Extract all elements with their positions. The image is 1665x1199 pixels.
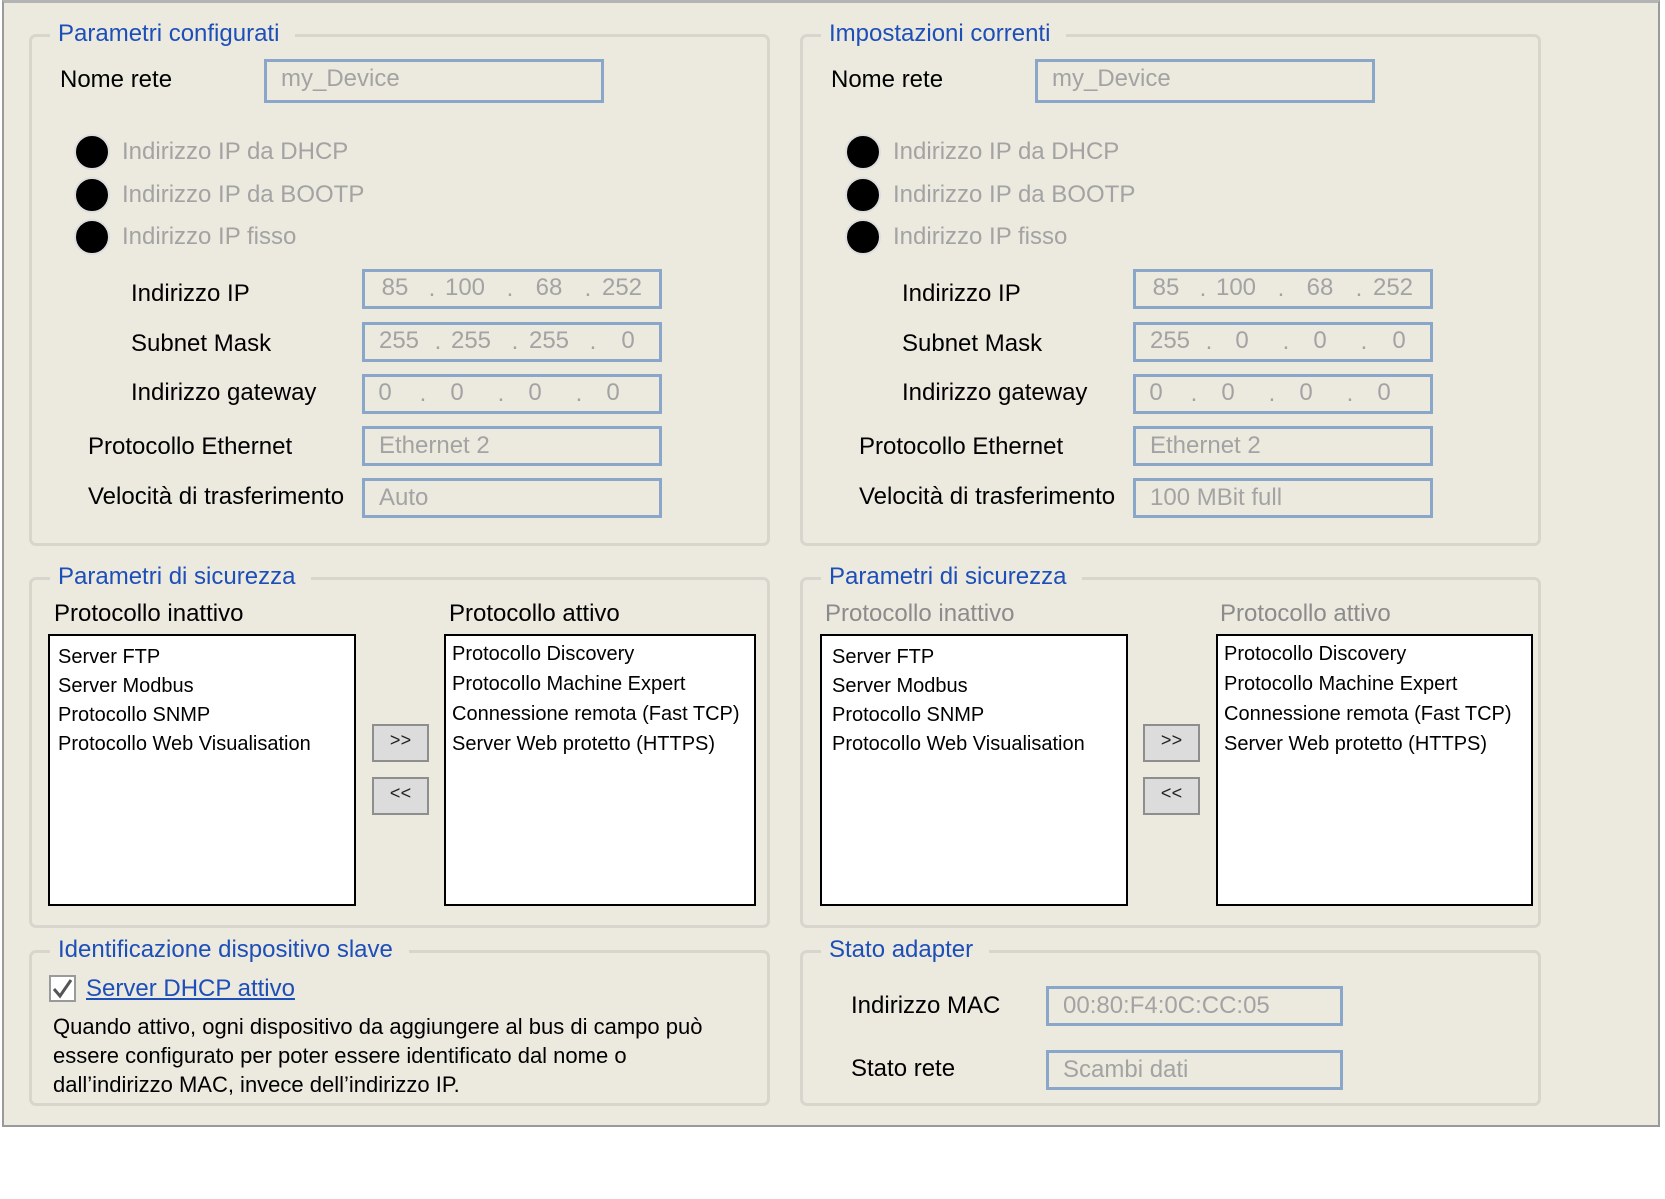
dhcp-server-checkbox[interactable] (49, 975, 76, 1002)
ethernet-protocol-select[interactable]: Ethernet 2 (362, 426, 662, 466)
ip-octet-4: 252 (601, 274, 643, 301)
dot-separator: . (434, 328, 442, 355)
gateway-label: Indirizzo gateway (131, 379, 317, 406)
dot-separator: . (1205, 328, 1213, 355)
inactive-protocol-list (820, 634, 1128, 906)
subnet-octet-2: 0 (1235, 327, 1249, 354)
slave-identification-group (29, 936, 770, 1106)
dot-separator: . (584, 275, 592, 302)
list-item[interactable]: Server FTP (58, 646, 161, 668)
ethernet-protocol-value: Ethernet 2 (1133, 426, 1433, 466)
ip-dhcp-radio (845, 134, 881, 170)
dot-separator: . (1277, 275, 1285, 302)
dot-separator: . (589, 328, 597, 355)
dot-separator: . (419, 380, 427, 407)
gateway-octet-2: 0 (1221, 379, 1235, 406)
subnet-octet-4: 0 (621, 327, 635, 354)
gateway-octet-4: 0 (1377, 379, 1391, 406)
description-line: dall’indirizzo MAC, invece dell’indirizzo IP. (53, 1072, 460, 1097)
subnet-octet-2: 255 (450, 327, 492, 354)
list-item[interactable]: Server Modbus (58, 675, 194, 697)
list-item: Server Modbus (832, 675, 968, 697)
network-state-value: Scambi dati (1046, 1050, 1343, 1090)
dhcp-server-description (53, 1012, 702, 1099)
move-to-active-button[interactable]: >> (372, 724, 429, 762)
subnet-octet-3: 255 (528, 327, 570, 354)
gateway-octet-2: 0 (450, 379, 464, 406)
group-title: Stato adapter (821, 930, 989, 970)
dot-separator: . (511, 328, 519, 355)
group-title: Impostazioni correnti (821, 14, 1066, 54)
group-title: Parametri di sicurezza (821, 557, 1082, 597)
ip-octet-3: 68 (535, 274, 563, 301)
ip-octet-3: 68 (1306, 274, 1334, 301)
gateway-octet-3: 0 (528, 379, 542, 406)
list-item[interactable]: Protocollo Machine Expert (452, 673, 686, 695)
ethernet-protocol-label: Protocollo Ethernet (859, 433, 1064, 460)
ip-dhcp-label: Indirizzo IP da DHCP (122, 138, 349, 165)
ip-dhcp-label: Indirizzo IP da DHCP (893, 138, 1120, 165)
move-to-active-button: >> (1143, 724, 1200, 762)
active-protocol-label: Protocollo attivo (1220, 600, 1391, 627)
description-line: essere configurato per poter essere identificato dal nome o (53, 1043, 627, 1068)
gateway-field[interactable] (362, 374, 662, 414)
ip-address-label: Indirizzo IP (902, 280, 1021, 307)
gateway-octet-3: 0 (1299, 379, 1313, 406)
ip-fixed-label: Indirizzo IP fisso (122, 223, 297, 250)
dot-separator: . (428, 275, 436, 302)
list-item: Protocollo Web Visualisation (832, 733, 1085, 755)
network-name-field: my_Device (1035, 59, 1375, 103)
active-protocol-list (1216, 634, 1533, 906)
dot-separator: . (1360, 328, 1368, 355)
subnet-mask-label: Subnet Mask (131, 330, 272, 357)
security-parameters-group-configured (29, 563, 770, 928)
list-item[interactable]: Protocollo Discovery (452, 643, 635, 665)
ip-bootp-radio[interactable] (74, 177, 110, 213)
subnet-octet-3: 0 (1313, 327, 1327, 354)
ip-octet-1: 85 (1152, 274, 1180, 301)
dot-separator: . (1190, 380, 1198, 407)
network-name-field[interactable]: my_Device (264, 59, 604, 103)
transfer-speed-select[interactable]: Auto (362, 478, 662, 518)
security-parameters-group-current (800, 563, 1541, 928)
dot-separator: . (1355, 275, 1363, 302)
list-item: Protocollo Machine Expert (1224, 673, 1458, 695)
network-name-label: Nome rete (60, 66, 173, 93)
network-state-label: Stato rete (851, 1055, 956, 1082)
description-line: Quando attivo, ogni dispositivo da aggiungere al bus di campo può (53, 1014, 703, 1039)
dot-separator: . (1282, 328, 1290, 355)
list-item: Server FTP (832, 646, 935, 668)
move-to-inactive-button: << (1143, 777, 1200, 815)
list-item: Protocollo Discovery (1224, 643, 1407, 665)
list-item: Protocollo SNMP (832, 704, 985, 726)
group-title: Parametri configurati (50, 14, 295, 54)
inactive-protocol-label: Protocollo inattivo (54, 600, 244, 627)
subnet-mask-field[interactable] (362, 322, 662, 362)
gateway-octet-4: 0 (606, 379, 620, 406)
ethernet-protocol-label: Protocollo Ethernet (88, 433, 293, 460)
ip-octet-4: 252 (1372, 274, 1414, 301)
ip-octet-2: 100 (1215, 274, 1257, 301)
list-item[interactable]: Protocollo SNMP (58, 704, 211, 726)
ip-fixed-label: Indirizzo IP fisso (893, 223, 1068, 250)
ip-dhcp-radio[interactable] (74, 134, 110, 170)
mac-address-label: Indirizzo MAC (851, 992, 1001, 1019)
gateway-field (1133, 374, 1433, 414)
move-to-inactive-button[interactable]: << (372, 777, 429, 815)
ip-fixed-radio (845, 219, 881, 255)
ethernet-configuration-window (2, 0, 1660, 1127)
dot-separator: . (1268, 380, 1276, 407)
group-title: Identificazione dispositivo slave (50, 930, 409, 970)
inactive-protocol-label: Protocollo inattivo (825, 600, 1015, 627)
dot-separator: . (497, 380, 505, 407)
active-protocol-list[interactable] (444, 634, 756, 906)
list-item[interactable]: Server Web protetto (HTTPS) (452, 733, 716, 755)
current-settings-group (800, 20, 1541, 546)
gateway-octet-1: 0 (378, 379, 392, 406)
subnet-octet-1: 255 (378, 327, 420, 354)
network-name-label: Nome rete (831, 66, 944, 93)
group-title: Parametri di sicurezza (50, 557, 311, 597)
gateway-octet-1: 0 (1149, 379, 1163, 406)
list-item[interactable]: Protocollo Web Visualisation (58, 733, 311, 755)
transfer-speed-label: Velocità di trasferimento (88, 483, 345, 510)
subnet-octet-4: 0 (1392, 327, 1406, 354)
ip-octet-1: 85 (381, 274, 409, 301)
ip-octet-2: 100 (444, 274, 486, 301)
ip-bootp-radio (845, 177, 881, 213)
configured-parameters-group (29, 20, 770, 546)
list-item: Server Web protetto (HTTPS) (1224, 733, 1488, 755)
ip-fixed-radio[interactable] (74, 219, 110, 255)
dot-separator: . (1199, 275, 1207, 302)
ip-bootp-label: Indirizzo IP da BOOTP (122, 181, 365, 208)
ip-address-field[interactable] (362, 269, 662, 309)
subnet-mask-field (1133, 322, 1433, 362)
list-item[interactable]: Connessione remota (Fast TCP) (452, 703, 740, 725)
dot-separator: . (506, 275, 514, 302)
mac-address-value: 00:80:F4:0C:CC:05 (1046, 986, 1343, 1026)
dot-separator: . (1346, 380, 1354, 407)
ip-address-label: Indirizzo IP (131, 280, 250, 307)
dhcp-server-label[interactable]: Server DHCP attivo (86, 975, 295, 1002)
transfer-speed-label: Velocità di trasferimento (859, 483, 1116, 510)
dot-separator: . (575, 380, 583, 407)
active-protocol-label: Protocollo attivo (449, 600, 620, 627)
ip-address-field (1133, 269, 1433, 309)
subnet-octet-1: 255 (1149, 327, 1191, 354)
adapter-status-group (800, 936, 1541, 1106)
list-item: Connessione remota (Fast TCP) (1224, 703, 1512, 725)
subnet-mask-label: Subnet Mask (902, 330, 1043, 357)
transfer-speed-value: 100 MBit full (1133, 478, 1433, 518)
ip-bootp-label: Indirizzo IP da BOOTP (893, 181, 1136, 208)
inactive-protocol-list[interactable] (48, 634, 356, 906)
checkmark-icon (51, 977, 74, 1000)
gateway-label: Indirizzo gateway (902, 379, 1088, 406)
